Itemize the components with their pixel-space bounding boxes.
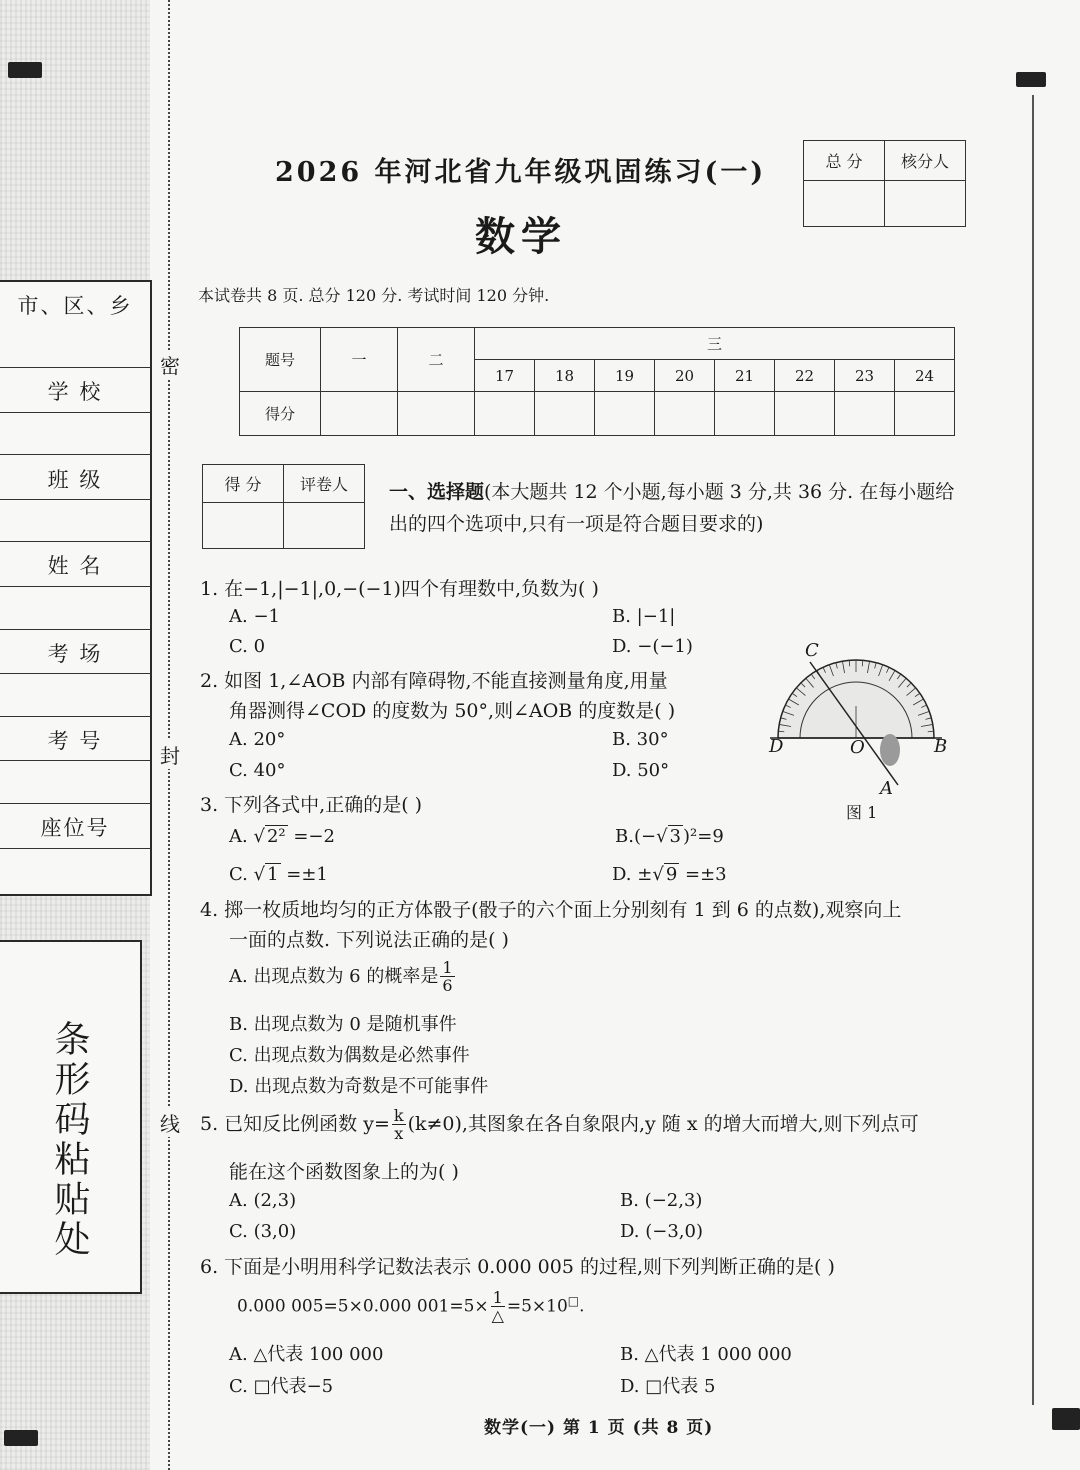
seal-char-xian: 线	[160, 1108, 180, 1137]
score-cell[interactable]	[715, 392, 775, 436]
q1-option-b[interactable]: B. |−1|	[612, 606, 676, 627]
checker-cell[interactable]	[885, 181, 966, 227]
section1-heading	[389, 476, 969, 540]
page-footer: 数学(一) 第 1 页 (共 8 页)	[484, 1418, 714, 1438]
score-table-part2: 二	[398, 328, 475, 392]
figure1-label-a: A	[880, 778, 893, 799]
info-row-divider	[0, 499, 150, 500]
score-table-q22: 22	[775, 360, 835, 392]
info-row-divider	[0, 716, 150, 717]
seal-char-feng: 封	[160, 740, 180, 769]
info-row-divider	[0, 629, 150, 630]
q3-stem: 3. 下列各式中,正确的是( )	[200, 794, 423, 816]
info-label-school: 学 校	[47, 380, 103, 404]
q5-stem-line2: 能在这个函数图象上的为( )	[229, 1161, 459, 1183]
q4-stem-line2: 一面的点数. 下列说法正确的是( )	[229, 929, 509, 951]
protractor-tick	[778, 731, 784, 732]
q3-option-d-prefix: D. ±	[612, 864, 653, 885]
info-row-divider	[0, 454, 150, 455]
total-score-label: 总 分	[804, 141, 885, 181]
info-label-seat: 座位号	[40, 816, 110, 840]
q3-option-a[interactable]: A. √ 2² =−2	[229, 826, 335, 847]
score-table-header: 题号	[240, 328, 321, 392]
info-label-class: 班 级	[47, 468, 103, 492]
score-cell[interactable]	[398, 392, 475, 436]
seal-line	[168, 0, 170, 1470]
q1-option-a[interactable]: A. −1	[229, 606, 280, 627]
score-table-q23: 23	[835, 360, 895, 392]
info-row-divider	[0, 803, 150, 804]
q6-expression: 0.000 005=5×0.000 001=5× $\frac{1}{\triangle}$ =5×10□.	[237, 1288, 585, 1325]
q3-option-a-suffix: =−2	[287, 826, 335, 847]
score-cell[interactable]	[595, 392, 655, 436]
figure1-label-d: D	[769, 736, 784, 757]
q2-option-a[interactable]: A. 20°	[229, 729, 286, 750]
q4-fraction-denominator: 6	[442, 976, 453, 995]
score-cell[interactable]	[895, 392, 955, 436]
q5-option-d[interactable]: D. (−3,0)	[620, 1221, 703, 1242]
protractor-tick	[862, 660, 863, 666]
q6-option-b[interactable]: B. △代表 1 000 000	[620, 1344, 792, 1365]
q2-option-b[interactable]: B. 30°	[612, 729, 669, 750]
q6-stem: 6. 下面是小明用科学记数法表示 0.000 005 的过程,则下列判断正确的是( )	[200, 1256, 835, 1278]
q2-option-d[interactable]: D. 50°	[612, 760, 670, 781]
q5-stem-line1	[200, 1108, 919, 1142]
score-cell[interactable]	[775, 392, 835, 436]
q5-fraction	[392, 1108, 406, 1142]
figure1-label-b: B	[934, 736, 948, 757]
grader-score-cell[interactable]	[203, 503, 284, 549]
q3-option-d[interactable]: D. ±√ 9 =±3	[612, 864, 727, 885]
q4-option-d[interactable]: D. 出现点数为奇数是不可能事件	[229, 1076, 489, 1097]
student-info-box	[0, 280, 152, 896]
obstacle	[880, 734, 900, 766]
q3-option-c-prefix: C.	[229, 864, 254, 885]
score-cell[interactable]	[475, 392, 535, 436]
score-cell[interactable]	[321, 392, 398, 436]
score-cell[interactable]	[835, 392, 895, 436]
figure1-caption: 图 1	[846, 803, 878, 822]
protractor-tick	[928, 731, 934, 732]
q5-option-a[interactable]: A. (2,3)	[229, 1190, 297, 1211]
q2-stem-line2: 角器测得∠COD 的度数为 50°,则∠AOB 的度数是( )	[229, 700, 676, 722]
score-table-q20: 20	[655, 360, 715, 392]
q1-stem: 1. 在−1,|−1|,0,−(−1)四个有理数中,负数为( )	[200, 578, 599, 600]
q3-option-b-prefix: B.(−	[615, 826, 657, 847]
info-row-divider	[0, 367, 150, 368]
q2-stem-line1: 2. 如图 1,∠AOB 内部有障碍物,不能直接测量角度,用量	[200, 670, 668, 692]
q6-fraction-numerator: 1	[492, 1288, 503, 1307]
protractor-tick	[849, 660, 850, 666]
barcode-label: 条形码粘贴处	[49, 1020, 90, 1260]
q3-option-d-radicand: 9	[665, 864, 678, 885]
score-cell[interactable]	[535, 392, 595, 436]
q6-expression-prefix: 0.000 005=5×0.000 001=5×	[237, 1296, 489, 1317]
q4-option-a-text: A. 出现点数为 6 的概率是	[229, 966, 439, 987]
total-score-cell[interactable]	[804, 181, 885, 227]
q1-option-d[interactable]: D. −(−1)	[612, 636, 693, 657]
registration-mark	[8, 62, 42, 78]
q3-option-b-suffix: )²=9	[683, 826, 724, 847]
q5-option-b[interactable]: B. (−2,3)	[620, 1190, 703, 1211]
info-row-divider	[0, 760, 150, 761]
registration-mark	[1052, 1408, 1080, 1430]
info-row-divider	[0, 673, 150, 674]
info-row-divider	[0, 848, 150, 849]
section1-desc: (本大题共 12 个小题,每小题 3 分,共 36 分. 在每小题给出的四个选项中,只有一项是符合题目要求的)	[389, 481, 955, 535]
total-score-box	[803, 140, 966, 227]
q4-option-a-fraction	[440, 960, 454, 994]
info-row-divider	[0, 586, 150, 587]
score-table-q19: 19	[595, 360, 655, 392]
q3-option-a-prefix: A.	[229, 826, 254, 847]
score-table-q24: 24	[895, 360, 955, 392]
q4-option-c[interactable]: C. 出现点数为偶数是必然事件	[229, 1045, 470, 1066]
q6-expression-exponent: □	[567, 1293, 580, 1308]
q3-option-a-radicand: 2²	[266, 826, 286, 847]
figure1-protractor	[770, 640, 950, 820]
q3-option-b[interactable]: B.(−√ 3 )²=9	[615, 826, 724, 847]
q4-option-b[interactable]: B. 出现点数为 0 是随机事件	[229, 1014, 457, 1035]
q4-stem-line1: 4. 掷一枚质地均匀的正方体骰子(骰子的六个面上分别刻有 1 到 6 的点数),观察向上	[200, 899, 902, 921]
q6-fraction-denominator: △	[491, 1306, 504, 1325]
grader-cell[interactable]	[284, 503, 365, 549]
q6-option-c[interactable]: C. □代表−5	[229, 1376, 334, 1397]
q3-option-b-radicand: 3	[669, 826, 681, 847]
q5-stem-prefix: 5. 已知反比例函数 y=	[200, 1113, 390, 1135]
info-label-city: 市、区、乡	[17, 294, 133, 318]
exam-title: 2026 年河北省九年级巩固练习(一)	[275, 157, 767, 188]
right-border-line	[1032, 95, 1034, 1405]
q5-option-c[interactable]: C. (3,0)	[229, 1221, 297, 1242]
q4-fraction-numerator: 1	[442, 958, 453, 977]
seal-char-mi: 密	[160, 350, 180, 379]
info-row-divider	[0, 541, 150, 542]
grader-label: 评卷人	[284, 465, 365, 503]
q6-expression-suffix: =5×10	[506, 1296, 568, 1317]
q2-option-c[interactable]: C. 40°	[229, 760, 286, 781]
checker-label: 核分人	[885, 141, 966, 181]
q3-option-c-suffix: =±1	[280, 864, 328, 885]
score-table	[239, 327, 955, 436]
q6-option-a[interactable]: A. △代表 100 000	[229, 1344, 384, 1365]
q5-stem-suffix: (k≠0),其图象在各自象限内,y 随 x 的增大而增大,则下列点可	[407, 1113, 919, 1135]
grader-score-label: 得 分	[203, 465, 284, 503]
q3-option-c[interactable]: C. √ 1 =±1	[229, 864, 328, 885]
q5-fraction-numerator: k	[393, 1106, 404, 1125]
score-table-q21: 21	[715, 360, 775, 392]
figure1-label-c: C	[805, 640, 819, 661]
figure1-label-o: O	[850, 737, 865, 758]
score-cell[interactable]	[655, 392, 715, 436]
section1-title: 一、选择题	[389, 481, 485, 503]
exam-note: 本试卷共 8 页. 总分 120 分. 考试时间 120 分钟.	[198, 286, 550, 305]
info-label-exam-room: 考 场	[47, 642, 103, 666]
q6-fraction	[491, 1290, 505, 1324]
score-table-q18: 18	[535, 360, 595, 392]
score-table-part3: 三	[475, 328, 955, 360]
q5-fraction-denominator: x	[394, 1124, 404, 1143]
q1-option-c[interactable]: C. 0	[229, 636, 266, 657]
info-row-divider	[0, 412, 150, 413]
info-label-exam-number: 考 号	[47, 729, 103, 753]
score-table-q17: 17	[475, 360, 535, 392]
q3-option-d-suffix: =±3	[679, 864, 727, 885]
registration-mark	[4, 1430, 38, 1446]
q6-option-d[interactable]: D. □代表 5	[620, 1376, 716, 1397]
grader-box	[202, 464, 365, 549]
score-table-score-label: 得分	[240, 392, 321, 436]
q3-option-c-radicand: 1	[267, 864, 279, 885]
registration-mark	[1016, 72, 1046, 87]
score-table-part1: 一	[321, 328, 398, 392]
q4-option-a[interactable]	[229, 960, 457, 994]
subject-title: 数学	[475, 213, 567, 260]
info-label-name: 姓 名	[47, 554, 103, 578]
